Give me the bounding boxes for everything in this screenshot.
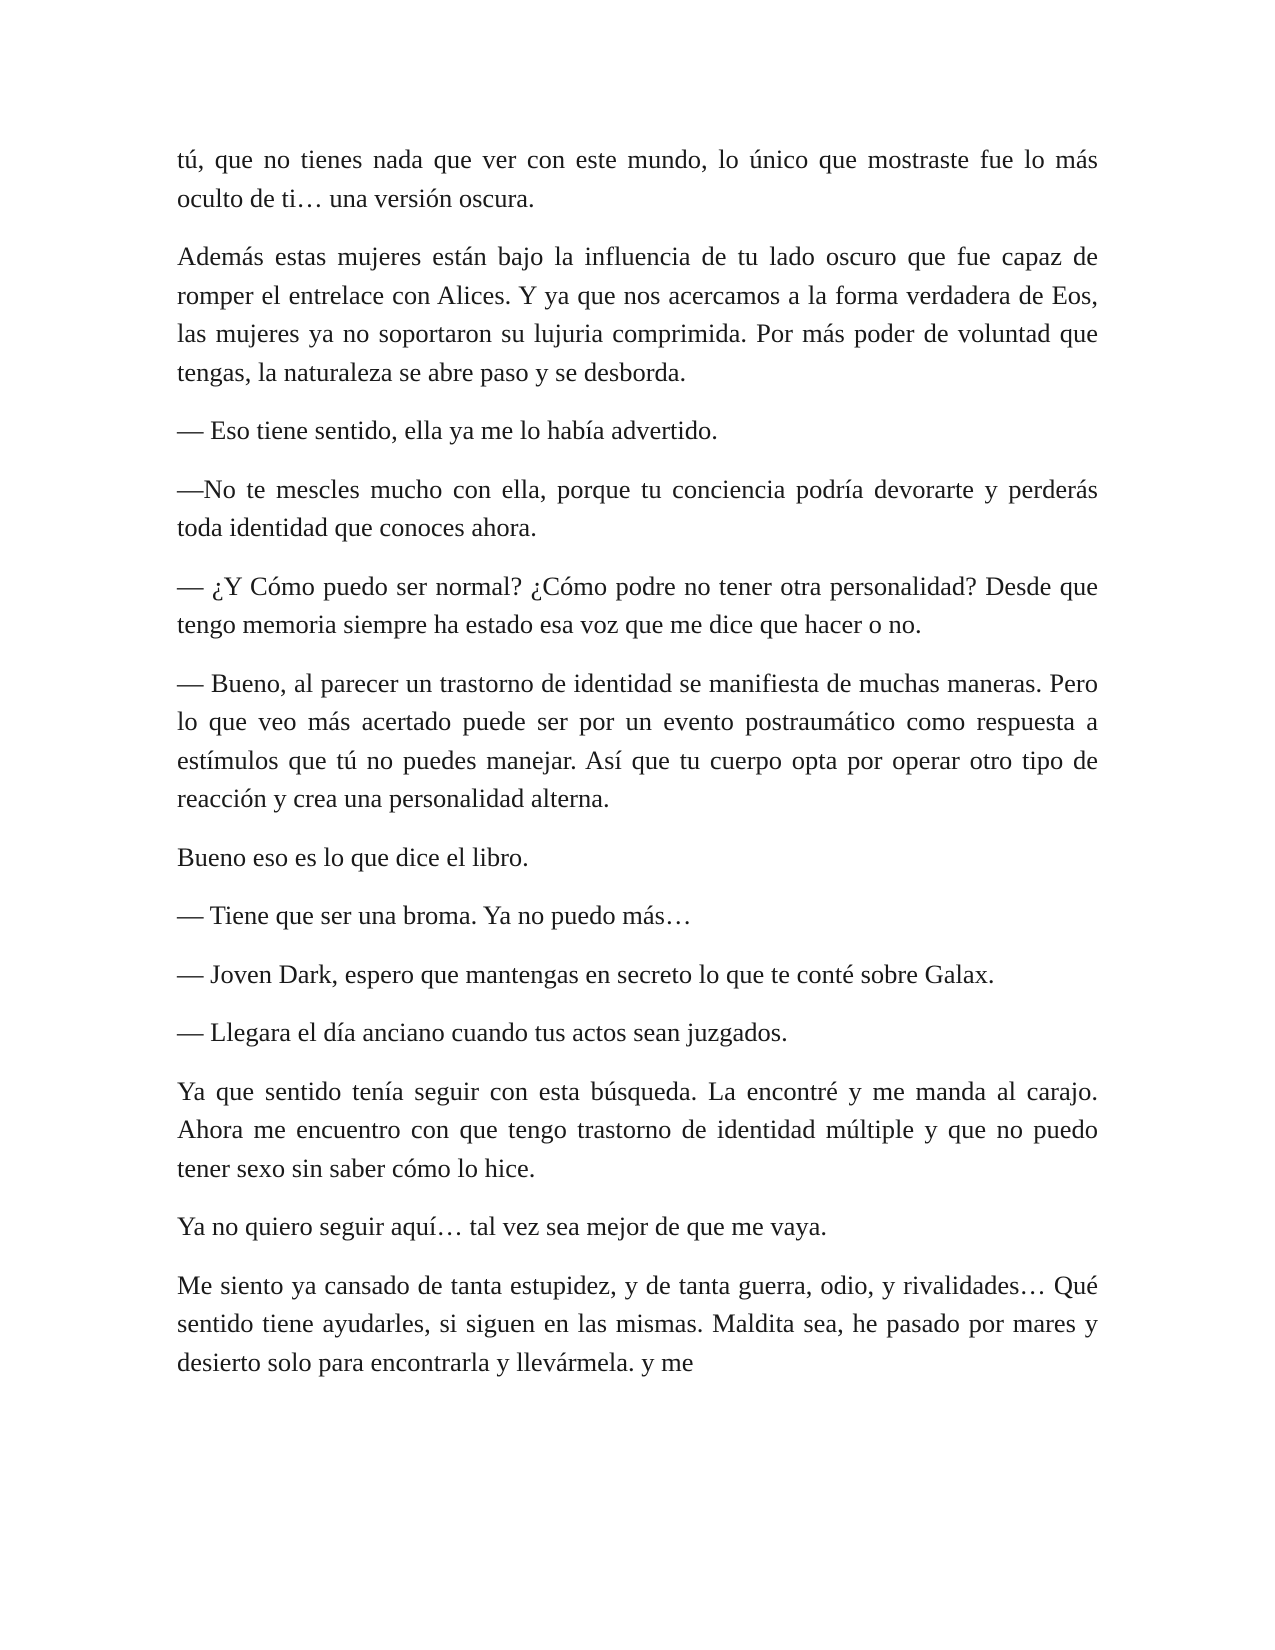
- paragraph-1: tú, que no tienes nada que ver con este mundo, lo único que mostraste fue lo más oculto de ti… una versión oscura.: [177, 144, 1098, 213]
- dialogue-line-5: — Tiene que ser una broma. Ya no puedo más…: [177, 900, 692, 930]
- paragraph-6: Me siento ya cansado de tanta estupidez, y de tanta guerra, odio, y rivalidades… Qué sentido tiene ayudarles, si siguen en las mismas. Maldita sea, he pasado por mares y desierto solo para encontrarla y llevármela. y me: [177, 1269, 1098, 1377]
- paragraph-2: Además estas mujeres están bajo la influencia de tu lado oscuro que fue capaz de romper el entrelace con Alices. Y ya que nos acercamos a la forma verdadera de Eos, las mujeres ya no soportaron su lujuria comprimida. Por más poder de voluntad que tengas, la naturaleza se abre paso y se desborda.: [177, 241, 1098, 387]
- paragraph-3: Bueno eso es lo que dice el libro.: [177, 841, 529, 872]
- document-page: [177, 140, 1098, 1401]
- paragraph-5: Ya no quiero seguir aquí… tal vez sea mejor de que me vaya.: [177, 1211, 828, 1241]
- dialogue-line-2: —No te mescles mucho con ella, porque tu conciencia podría devorarte y perderás toda identidad que conoces ahora.: [177, 473, 1098, 542]
- dialogue-line-4: — Bueno, al parecer un trastorno de identidad se manifiesta de muchas maneras. Pero lo que veo más acertado puede ser por un evento postraumático como respuesta a estímulos que tú no puedes manejar. Así que tu cuerpo opta por operar otro tipo de reacción y crea una personalidad alterna.: [177, 667, 1098, 813]
- dialogue-line-1: — Eso tiene sentido, ella ya me lo había advertido.: [177, 415, 718, 445]
- dialogue-line-6: — Joven Dark, espero que mantengas en secreto lo que te conté sobre Galax.: [177, 958, 995, 989]
- dialogue-line-7: — Llegara el día anciano cuando tus actos sean juzgados.: [177, 1017, 788, 1047]
- dialogue-line-3: — ¿Y Cómo puedo ser normal? ¿Cómo podre no tener otra personalidad? Desde que tengo memoria siempre ha estado esa voz que me dice que hacer o no.: [177, 570, 1098, 639]
- paragraph-4: Ya que sentido tenía seguir con esta búsqueda. La encontré y me manda al carajo. Ahora me encuentro con que tengo trastorno de identidad múltiple y que no puedo tener sexo sin saber cómo lo hice.: [177, 1075, 1098, 1183]
